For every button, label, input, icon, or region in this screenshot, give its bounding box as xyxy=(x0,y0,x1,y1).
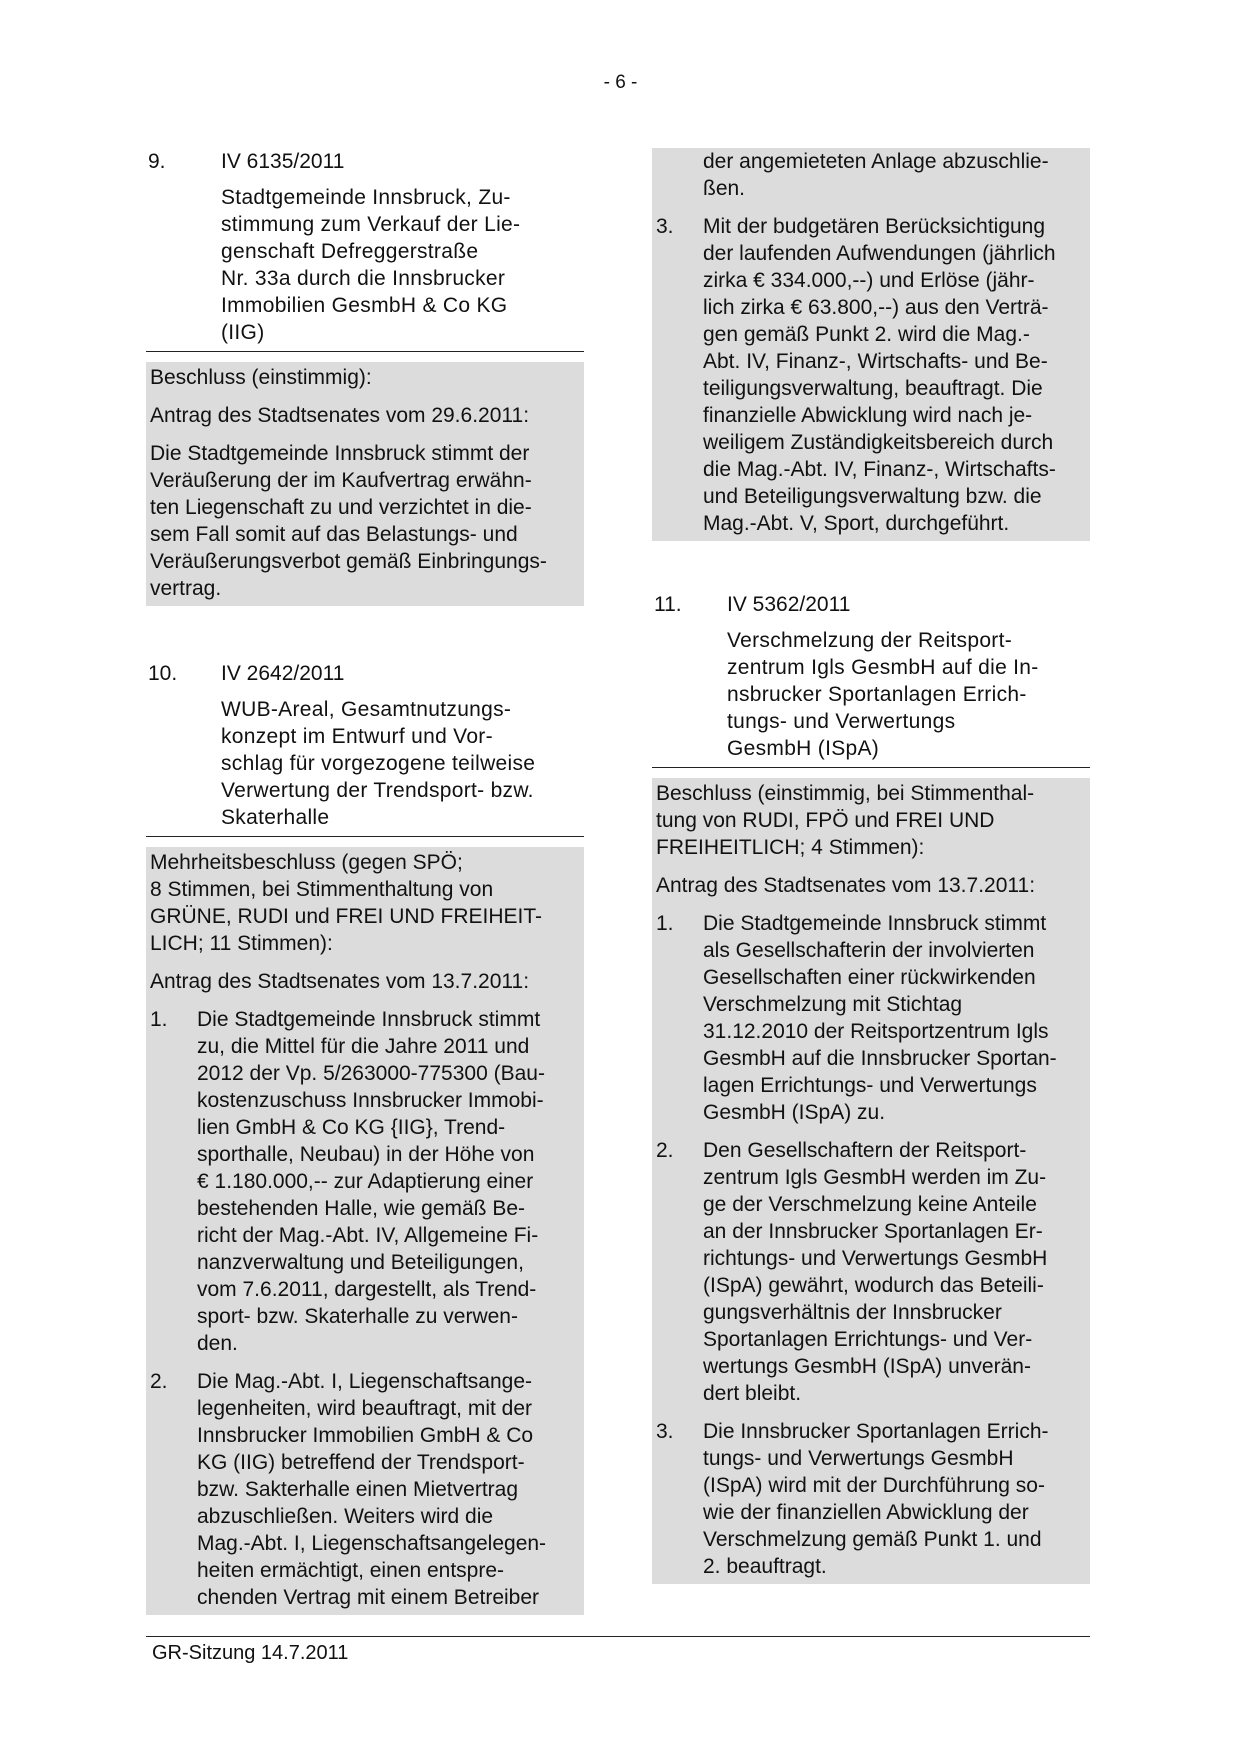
item-header xyxy=(146,148,584,175)
text-line: Den Gesellschaftern der Reitsport- xyxy=(703,1139,1027,1162)
motion-text: Antrag des Stadtsenates vom 29.6.2011: xyxy=(150,404,530,427)
footer-divider xyxy=(146,1636,1090,1637)
resolution-point-3 xyxy=(656,1418,1086,1580)
text-line: sem Fall somit auf das Belastungs- und xyxy=(150,523,518,546)
resolution-box xyxy=(652,778,1090,1584)
point-text xyxy=(703,1137,1086,1407)
text-line: Skaterhalle xyxy=(221,806,330,829)
agenda-item-11 xyxy=(652,591,1090,1584)
text-line: GesmbH (ISpA) zu. xyxy=(703,1101,886,1124)
right-column xyxy=(652,148,1090,1584)
text-line: Die Stadtgemeinde Innsbruck stimmt xyxy=(703,912,1047,935)
item-header xyxy=(652,591,1090,618)
text-line: bestehenden Halle, wie gemäß Be- xyxy=(197,1197,526,1220)
item-header xyxy=(146,660,584,687)
text-line: FREIHEITLICH; 4 Stimmen): xyxy=(656,836,925,859)
text-line: schlag für vorgezogene teilweise xyxy=(221,752,536,775)
footer-session-date: GR-Sitzung 14.7.2011 xyxy=(152,1642,349,1664)
point-text xyxy=(197,1006,580,1357)
item-title xyxy=(221,184,584,349)
point-text xyxy=(703,1418,1086,1580)
text-line: 2012 der Vp. 5/263000-775300 (Bau- xyxy=(197,1062,545,1085)
point-text xyxy=(703,910,1086,1126)
text-line: dert bleibt. xyxy=(703,1382,802,1405)
text-line: richtungs- und Verwertungs GesmbH xyxy=(703,1247,1048,1270)
item-reference: IV 5362/2011 xyxy=(727,593,851,616)
text-line: weiligem Zuständigkeitsbereich durch xyxy=(703,431,1054,454)
text-line: nanzverwaltung und Beteiligungen, xyxy=(197,1251,524,1274)
text-line: zu, die Mittel für die Jahre 2011 und xyxy=(197,1035,530,1058)
text-line: Verwertung der Trendsport- bzw. xyxy=(221,779,534,802)
text-line: Nr. 33a durch die Innsbrucker xyxy=(221,267,506,290)
decision-text xyxy=(150,849,580,957)
text-line: sport- bzw. Skaterhalle zu verwen- xyxy=(197,1305,518,1328)
text-line: (ISpA) wird mit der Durchführung so- xyxy=(703,1474,1045,1497)
text-line: Abt. IV, Finanz-, Wirtschafts- und Be- xyxy=(703,350,1048,373)
text-line: 31.12.2010 der Reitsportzentrum Igls xyxy=(703,1020,1049,1043)
text-line: (IIG) xyxy=(221,321,265,344)
text-line: ge der Verschmelzung keine Anteile xyxy=(703,1193,1037,1216)
resolution-text xyxy=(150,440,580,602)
text-line: (ISpA) gewährt, wodurch das Beteili- xyxy=(703,1274,1044,1297)
text-line: KG (IIG) betreffend der Trendsport- xyxy=(197,1451,525,1474)
item-title xyxy=(727,627,1090,765)
text-line: tungs- und Verwertungs GesmbH xyxy=(703,1447,1014,1470)
text-line: teiligungsverwaltung, beauftragt. Die xyxy=(703,377,1043,400)
resolution-box xyxy=(146,362,584,606)
text-line: Mehrheitsbeschluss (gegen SPÖ; xyxy=(150,851,463,874)
point-text xyxy=(703,213,1086,537)
resolution-box xyxy=(146,847,584,1615)
point-number: 1. xyxy=(150,1008,168,1031)
text-line: GesmbH auf die Innsbrucker Sportan- xyxy=(703,1047,1057,1070)
text-line: vertrag. xyxy=(150,577,222,600)
item-title xyxy=(221,696,584,834)
text-line: Die Innsbrucker Sportanlagen Errich- xyxy=(703,1420,1049,1443)
text-line: gen gemäß Punkt 2. wird die Mag.- xyxy=(703,323,1030,346)
text-line: wie der finanziellen Abwicklung der xyxy=(703,1501,1029,1524)
title-divider xyxy=(146,351,584,352)
point-text xyxy=(197,1368,580,1611)
text-line: der laufenden Aufwendungen (jährlich xyxy=(703,242,1056,265)
decision-text xyxy=(656,780,1086,861)
title-divider xyxy=(652,767,1090,768)
point-number: 2. xyxy=(150,1370,168,1393)
text-line: Sportanlagen Errichtungs- und Ver- xyxy=(703,1328,1033,1351)
resolution-point-2 xyxy=(150,1368,580,1611)
resolution-point-3 xyxy=(656,213,1086,537)
text-line: Innsbrucker Immobilien GmbH & Co xyxy=(197,1424,534,1447)
text-line: Stadtgemeinde Innsbruck, Zu- xyxy=(221,186,511,209)
text-line: 2. beauftragt. xyxy=(703,1555,827,1578)
item-reference: IV 6135/2011 xyxy=(221,150,345,173)
text-line: GRÜNE, RUDI und FREI UND FREIHEIT- xyxy=(150,905,543,928)
page-number: - 6 - xyxy=(603,72,638,93)
text-line: Gesellschaften einer rückwirkenden xyxy=(703,966,1036,989)
text-line: WUB-Areal, Gesamtnutzungs- xyxy=(221,698,512,721)
resolution-box-continued xyxy=(652,148,1090,541)
agenda-item-9 xyxy=(146,148,584,606)
text-line: LICH; 11 Stimmen): xyxy=(150,932,333,955)
text-line: stimmung zum Verkauf der Lie- xyxy=(221,213,521,236)
text-line: finanzielle Abwicklung wird nach je- xyxy=(703,404,1033,427)
point-number: 3. xyxy=(656,1420,674,1443)
text-line: heiten ermächtigt, einen entspre- xyxy=(197,1559,505,1582)
text-line: GesmbH (ISpA) xyxy=(727,737,880,760)
point-2-continuation xyxy=(656,148,1086,202)
text-line: sporthalle, Neubau) in der Höhe von xyxy=(197,1143,535,1166)
text-line: Beschluss (einstimmig, bei Stimmenthal- xyxy=(656,782,1035,805)
item-reference: IV 2642/2011 xyxy=(221,662,345,685)
text-line: chenden Vertrag mit einem Betreiber xyxy=(197,1586,540,1609)
text-line: lagen Errichtungs- und Verwertungs xyxy=(703,1074,1037,1097)
text-line: bzw. Sakterhalle einen Mietvertrag xyxy=(197,1478,518,1501)
title-divider xyxy=(146,836,584,837)
motion-text: Antrag des Stadtsenates vom 13.7.2011: xyxy=(656,874,1036,897)
text-line: Mag.-Abt. V, Sport, durchgeführt. xyxy=(703,512,1010,535)
text-line: Verschmelzung mit Stichtag xyxy=(703,993,963,1016)
text-line: tung von RUDI, FPÖ und FREI UND xyxy=(656,809,995,832)
text-line: € 1.180.000,-- zur Adaptierung einer xyxy=(197,1170,534,1193)
text-line: legenheiten, wird beauftragt, mit der xyxy=(197,1397,533,1420)
text-line: vom 7.6.2011, dargestellt, als Trend- xyxy=(197,1278,537,1301)
text-line: Veräußerung der im Kaufvertrag erwähn- xyxy=(150,469,532,492)
item-number: 10. xyxy=(148,662,178,685)
text-line: Die Mag.-Abt. I, Liegenschaftsange- xyxy=(197,1370,533,1393)
text-line: Mit der budgetären Berücksichtigung xyxy=(703,215,1046,238)
text-line: abzuschließen. Weiters wird die xyxy=(197,1505,494,1528)
text-line: Verschmelzung gemäß Punkt 1. und xyxy=(703,1528,1042,1551)
left-column xyxy=(146,148,584,1615)
text-line: 8 Stimmen, bei Stimmenthaltung von xyxy=(150,878,494,901)
text-line: Verschmelzung der Reitsport- xyxy=(727,629,1013,652)
text-line: Die Stadtgemeinde Innsbruck stimmt xyxy=(197,1008,541,1031)
text-line: zentrum Igls GesmbH auf die In- xyxy=(727,656,1039,679)
point-number: 3. xyxy=(656,215,674,238)
text-line: ten Liegenschaft zu und verzichtet in die- xyxy=(150,496,532,519)
text-line: der angemieteten Anlage abzuschlie- xyxy=(703,150,1049,173)
decision-text: Beschluss (einstimmig): xyxy=(150,366,372,389)
text-line: gungsverhältnis der Innsbrucker xyxy=(703,1301,1002,1324)
text-line: kostenzuschuss Innsbrucker Immobi- xyxy=(197,1089,544,1112)
point-number: 1. xyxy=(656,912,674,935)
resolution-point-1 xyxy=(656,910,1086,1126)
text-line: zentrum Igls GesmbH werden im Zu- xyxy=(703,1166,1047,1189)
motion-text: Antrag des Stadtsenates vom 13.7.2011: xyxy=(150,970,530,993)
text-line: zirka € 334.000,--) und Erlöse (jähr- xyxy=(703,269,1035,292)
text-line: Die Stadtgemeinde Innsbruck stimmt der xyxy=(150,442,530,465)
text-line: lien GmbH & Co KG {IIG}, Trend- xyxy=(197,1116,506,1139)
text-line: an der Innsbrucker Sportanlagen Er- xyxy=(703,1220,1043,1243)
text-line: Mag.-Abt. I, Liegenschaftsangelegen- xyxy=(197,1532,547,1555)
text-line: lich zirka € 63.800,--) aus den Verträ- xyxy=(703,296,1049,319)
text-line: die Mag.-Abt. IV, Finanz-, Wirtschafts- xyxy=(703,458,1056,481)
point-number: 2. xyxy=(656,1139,674,1162)
resolution-points xyxy=(150,1006,580,1611)
text-line: nsbrucker Sportanlagen Errich- xyxy=(727,683,1027,706)
text-line: Veräußerungsverbot gemäß Einbringungs- xyxy=(150,550,547,573)
text-line: richt der Mag.-Abt. IV, Allgemeine Fi- xyxy=(197,1224,539,1247)
text-line: genschaft Defreggerstraße xyxy=(221,240,479,263)
text-line: Immobilien GesmbH & Co KG xyxy=(221,294,508,317)
resolution-point-2 xyxy=(656,1137,1086,1407)
text-line: und Beteiligungsverwaltung bzw. die xyxy=(703,485,1042,508)
text-line: konzept im Entwurf und Vor- xyxy=(221,725,493,748)
text-line: ßen. xyxy=(703,177,746,200)
text-line: als Gesellschafterin der involvierten xyxy=(703,939,1035,962)
item-number: 11. xyxy=(654,593,682,616)
text-line: tungs- und Verwertungs xyxy=(727,710,956,733)
text-line: den. xyxy=(197,1332,238,1355)
item-number: 9. xyxy=(148,150,166,173)
text-line: wertungs GesmbH (ISpA) unverän- xyxy=(703,1355,1031,1378)
resolution-points xyxy=(656,910,1086,1580)
agenda-item-10 xyxy=(146,660,584,1615)
resolution-point-1 xyxy=(150,1006,580,1357)
